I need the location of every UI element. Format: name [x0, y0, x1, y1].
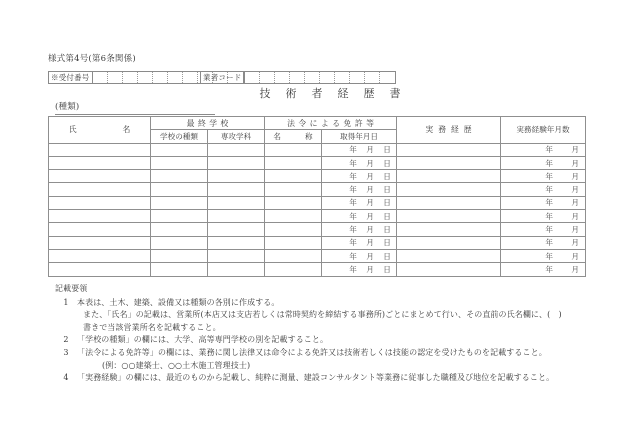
- cell-license-name[interactable]: [265, 196, 322, 209]
- cell-experience-months[interactable]: [501, 236, 586, 249]
- col-header-work-history: 実務経歴: [397, 117, 501, 144]
- col-header-experience-months: 実務経験年月数: [501, 117, 586, 144]
- month-marker: 月: [571, 264, 579, 274]
- note-text: 「法令による免許等」の欄には、業務に関し法律又は命令による免許又は技術若しくは技能の認定を受けたものを記載すること。: [77, 347, 547, 357]
- cell-major[interactable]: [208, 236, 265, 249]
- code-cell[interactable]: [380, 72, 395, 83]
- col-header-acquisition-date: 取得年月日: [322, 130, 397, 143]
- cell-acquisition-date[interactable]: [322, 210, 397, 223]
- header-row-group: [49, 117, 586, 130]
- note-item-3: [55, 347, 615, 360]
- contractor-code-label: 業者コード: [201, 72, 245, 83]
- cell-license-name[interactable]: [265, 236, 322, 249]
- cell-school-type[interactable]: [151, 236, 208, 249]
- year-marker: 年: [349, 145, 357, 155]
- table-row: [49, 156, 586, 169]
- cell-experience-months[interactable]: [501, 170, 586, 183]
- cell-experience-months[interactable]: [501, 249, 586, 262]
- code-cell[interactable]: [168, 72, 183, 83]
- cell-license-name[interactable]: [265, 223, 322, 236]
- month-marker: 月: [366, 251, 374, 261]
- month-marker: 月: [571, 171, 579, 181]
- year-marker: 年: [545, 211, 553, 221]
- instructions-heading: 記載要領: [55, 284, 88, 293]
- cell-school-type[interactable]: [151, 143, 208, 156]
- cell-license-name[interactable]: [265, 263, 322, 276]
- cell-experience-months[interactable]: [501, 156, 586, 169]
- engineer-history-table: [48, 116, 586, 277]
- year-marker: 年: [545, 145, 553, 155]
- code-cell[interactable]: [290, 72, 305, 83]
- page-title: 技術者経歴書: [259, 87, 416, 100]
- day-marker: 日: [383, 185, 391, 195]
- code-cell[interactable]: [245, 72, 260, 83]
- year-marker: 年: [545, 185, 553, 195]
- cell-major[interactable]: [208, 210, 265, 223]
- cell-acquisition-date[interactable]: [322, 263, 397, 276]
- cell-major[interactable]: [208, 223, 265, 236]
- note-text: 「実務経験」の欄には、最近のものから記載し、純粋に測量、建設コンサルタント等業務に従事した職種及び地位を記載すること。: [77, 373, 555, 383]
- cell-work-history[interactable]: [397, 249, 501, 262]
- cell-license-name[interactable]: [265, 249, 322, 262]
- code-cell[interactable]: [183, 72, 198, 83]
- day-marker: 日: [383, 211, 391, 221]
- name-label-2: 名: [122, 125, 131, 135]
- code-cell[interactable]: [305, 72, 320, 83]
- month-marker: 月: [571, 158, 579, 168]
- table-row: [49, 263, 586, 276]
- cell-school-type[interactable]: [151, 183, 208, 196]
- cell-experience-months[interactable]: [501, 196, 586, 209]
- col-header-license-name: [265, 130, 322, 143]
- code-cell[interactable]: [138, 72, 153, 83]
- year-marker: 年: [545, 198, 553, 208]
- year-marker: 年: [349, 198, 357, 208]
- cell-acquisition-date[interactable]: [322, 143, 397, 156]
- cell-work-history[interactable]: [397, 143, 501, 156]
- cell-name[interactable]: [49, 143, 151, 156]
- cell-acquisition-date[interactable]: [322, 236, 397, 249]
- col-header-final-school: 最終学校: [151, 117, 265, 130]
- year-marker: 年: [349, 251, 357, 261]
- note-item-2: [55, 334, 615, 347]
- instructions-section: [55, 283, 615, 385]
- note-number: 3: [63, 347, 69, 357]
- license-name-label-2: 称: [305, 131, 313, 141]
- month-marker: 月: [366, 264, 374, 274]
- note-number: 1: [63, 297, 69, 307]
- note-item-1: [55, 297, 615, 310]
- cell-school-type[interactable]: [151, 156, 208, 169]
- code-cell[interactable]: [365, 72, 380, 83]
- month-marker: 月: [571, 198, 579, 208]
- cell-name[interactable]: [49, 223, 151, 236]
- table-body: [49, 143, 586, 276]
- table-row: [49, 210, 586, 223]
- cell-work-history[interactable]: [397, 236, 501, 249]
- month-marker: 月: [571, 225, 579, 235]
- cell-work-history[interactable]: [397, 170, 501, 183]
- code-cell[interactable]: [123, 72, 138, 83]
- cell-major[interactable]: [208, 196, 265, 209]
- cell-acquisition-date[interactable]: [322, 183, 397, 196]
- table-row: [49, 170, 586, 183]
- year-marker: 年: [349, 211, 357, 221]
- cell-name[interactable]: [49, 183, 151, 196]
- day-marker: 日: [383, 171, 391, 181]
- month-marker: 月: [571, 211, 579, 221]
- day-marker: 日: [383, 264, 391, 274]
- table-row: [49, 236, 586, 249]
- cell-major[interactable]: [208, 183, 265, 196]
- note-text: 本表は、土木、建築、設備又は種類の各別に作成する。: [77, 297, 280, 307]
- license-name-label-1: 名: [273, 131, 281, 141]
- cell-school-type[interactable]: [151, 196, 208, 209]
- year-marker: 年: [545, 225, 553, 235]
- code-cell[interactable]: [335, 72, 350, 83]
- month-marker: 月: [571, 145, 579, 155]
- code-cell[interactable]: [275, 72, 290, 83]
- cell-work-history[interactable]: [397, 183, 501, 196]
- contractor-code-cells[interactable]: [245, 72, 395, 83]
- cell-major[interactable]: [208, 263, 265, 276]
- cell-name[interactable]: [49, 236, 151, 249]
- day-marker: 日: [383, 145, 391, 155]
- cell-school-type[interactable]: [151, 249, 208, 262]
- note-number: 2: [63, 335, 69, 345]
- cell-work-history[interactable]: [397, 210, 501, 223]
- day-marker: 日: [383, 198, 391, 208]
- cell-experience-months[interactable]: [501, 263, 586, 276]
- cell-experience-months[interactable]: [501, 183, 586, 196]
- year-marker: 年: [545, 238, 553, 248]
- year-marker: 年: [545, 251, 553, 261]
- day-marker: 日: [383, 238, 391, 248]
- cell-acquisition-date[interactable]: [322, 249, 397, 262]
- cell-name[interactable]: [49, 210, 151, 223]
- code-cell[interactable]: [108, 72, 123, 83]
- month-marker: 月: [571, 238, 579, 248]
- receipt-number-label: ※受付番号: [49, 72, 93, 83]
- type-field[interactable]: (種類): [55, 100, 215, 115]
- cell-name[interactable]: [49, 263, 151, 276]
- name-label-1: 氏: [68, 125, 77, 135]
- cell-work-history[interactable]: [397, 223, 501, 236]
- year-marker: 年: [545, 264, 553, 274]
- cell-license-name[interactable]: [265, 156, 322, 169]
- cell-experience-months[interactable]: [501, 143, 586, 156]
- cell-license-name[interactable]: [265, 170, 322, 183]
- cell-major[interactable]: [208, 156, 265, 169]
- table-header: [49, 117, 586, 144]
- col-header-name: [49, 117, 151, 144]
- cell-major[interactable]: [208, 170, 265, 183]
- cell-work-history[interactable]: [397, 156, 501, 169]
- year-marker: 年: [545, 158, 553, 168]
- col-header-major: 専攻学科: [208, 130, 265, 143]
- cell-name[interactable]: [49, 249, 151, 262]
- month-marker: 月: [366, 145, 374, 155]
- day-marker: 日: [383, 158, 391, 168]
- cell-school-type[interactable]: [151, 263, 208, 276]
- contractor-code-box[interactable]: [200, 71, 396, 84]
- year-marker: 年: [349, 238, 357, 248]
- cell-school-type[interactable]: [151, 210, 208, 223]
- code-cell[interactable]: [93, 72, 108, 83]
- form-number: 様式第4号(第6条関係): [48, 54, 136, 64]
- cell-school-type[interactable]: [151, 170, 208, 183]
- month-marker: 月: [366, 185, 374, 195]
- year-marker: 年: [349, 158, 357, 168]
- month-marker: 月: [571, 251, 579, 261]
- table-row: [49, 183, 586, 196]
- year-marker: 年: [545, 171, 553, 181]
- month-marker: 月: [366, 171, 374, 181]
- cell-acquisition-date[interactable]: [322, 196, 397, 209]
- month-marker: 月: [366, 198, 374, 208]
- cell-experience-months[interactable]: [501, 210, 586, 223]
- code-cell[interactable]: [350, 72, 365, 83]
- cell-major[interactable]: [208, 143, 265, 156]
- table-row: [49, 143, 586, 156]
- table-row: [49, 249, 586, 262]
- cell-name[interactable]: [49, 170, 151, 183]
- cell-major[interactable]: [208, 249, 265, 262]
- note-item-4: [55, 372, 615, 385]
- cell-acquisition-date[interactable]: [322, 156, 397, 169]
- note-text: 「学校の種類」の欄には、大学、高等専門学校の別を記載すること。: [77, 335, 329, 345]
- cell-acquisition-date[interactable]: [322, 170, 397, 183]
- note-continuation: 書きで当該営業所名を記載すること。: [83, 322, 221, 332]
- cell-name[interactable]: [49, 156, 151, 169]
- note-example: (例：○○建築士、○○土木施工管理技士): [102, 360, 251, 370]
- col-header-license: 法令による免許等: [265, 117, 397, 130]
- year-marker: 年: [349, 171, 357, 181]
- year-marker: 年: [349, 185, 357, 195]
- cell-work-history[interactable]: [397, 196, 501, 209]
- month-marker: 月: [366, 238, 374, 248]
- cell-license-name[interactable]: [265, 210, 322, 223]
- cell-school-type[interactable]: [151, 223, 208, 236]
- month-marker: 月: [366, 225, 374, 235]
- month-marker: 月: [366, 211, 374, 221]
- cell-license-name[interactable]: [265, 183, 322, 196]
- cell-name[interactable]: [49, 196, 151, 209]
- table-row: [49, 196, 586, 209]
- cell-license-name[interactable]: [265, 143, 322, 156]
- cell-experience-months[interactable]: [501, 223, 586, 236]
- cell-work-history[interactable]: [397, 263, 501, 276]
- note-number: 4: [63, 373, 69, 383]
- note-continuation: また、「氏名」の記載は、営業所(本店又は支店若しくは常時契約を締結する事務所)ごとにまとめて行い、その直前の氏名欄に、( ): [83, 310, 562, 320]
- month-marker: 月: [366, 158, 374, 168]
- col-header-school-type: 学校の種類: [151, 130, 208, 143]
- month-marker: 月: [571, 185, 579, 195]
- day-marker: 日: [383, 251, 391, 261]
- day-marker: 日: [383, 225, 391, 235]
- cell-acquisition-date[interactable]: [322, 223, 397, 236]
- code-cell[interactable]: [320, 72, 335, 83]
- year-marker: 年: [349, 225, 357, 235]
- code-cell[interactable]: [153, 72, 168, 83]
- table-row: [49, 223, 586, 236]
- code-cell[interactable]: [260, 72, 275, 83]
- year-marker: 年: [349, 264, 357, 274]
